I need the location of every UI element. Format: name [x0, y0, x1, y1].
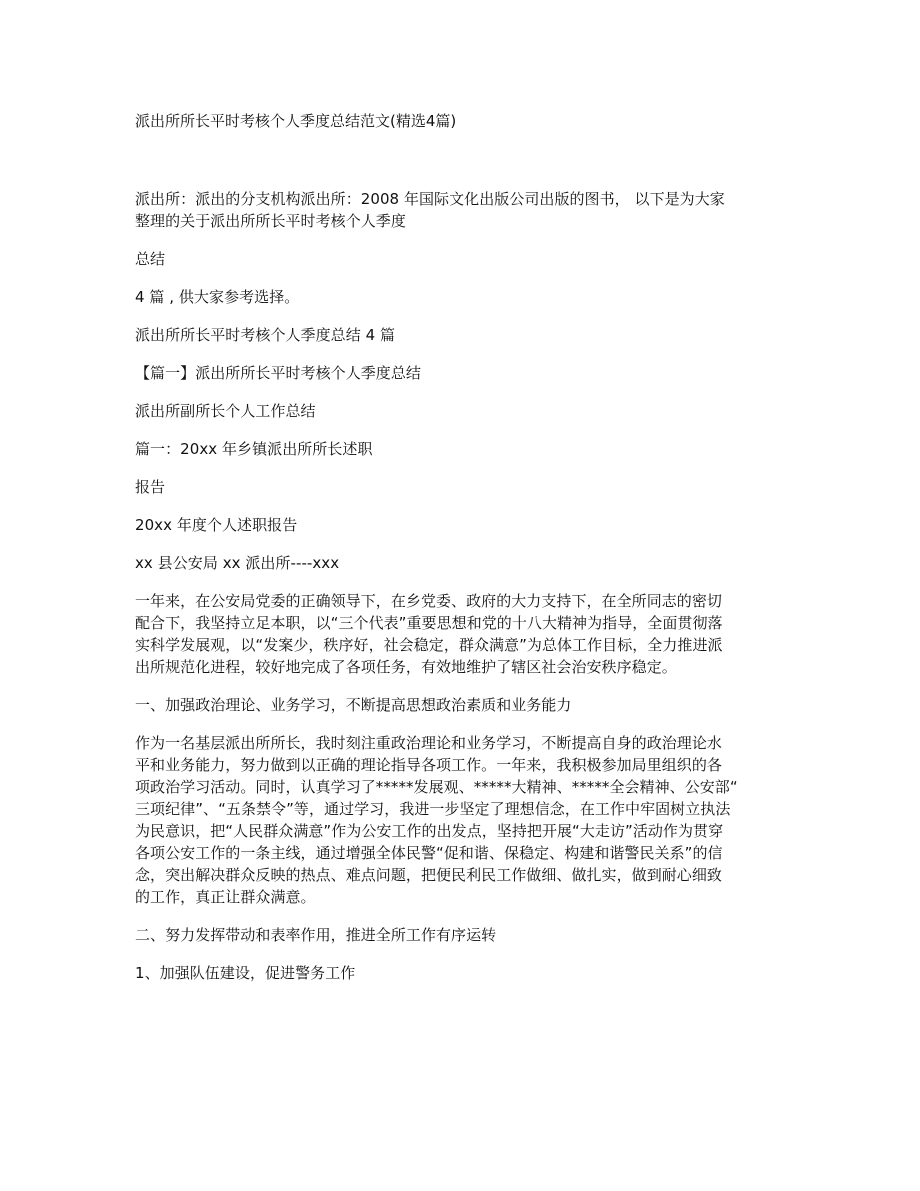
paragraph-team-building: 1、加强队伍建设，促进警务工作: [135, 964, 356, 982]
document-title: 派出所所长平时考核个人季度总结范文(精选4篇): [135, 112, 457, 130]
paragraph-political-study: 作为一名基层派出所所长，我时刻注重政治理论和业务学习，不断提高自身的政治理论水 平和业务能力，努力做到以正确的理论指导各项工作。一年来，我积极参加局里组织的各 项政治学习活动。同时，认真学习了*****发展观、*****大精神、*****全会精神、公安部“ 三项纪律”、“五条禁令”等，通过学习，我进一步坚定了理想信念，在工作中牢固树立执法 为民意识，把“人民群众满意”作为公安工作的出发点，坚持把开展“大走访”活动作为贯穿 各项公安工作的一条主线，通过增强全体民警“促和谐、保稳定、构建和谐警民关系”的信 念，突出解决群众反映的热点、难点问题，把便民利民工作做细、做扎实，做到耐心细致 的工作，真正让群众满意。: [135, 734, 738, 906]
paragraph-heading-four: 派出所所长平时考核个人季度总结 4 篇: [135, 326, 396, 344]
paragraph-heading-political: 一、加强政治理论、业务学习，不断提高思想政治素质和业务能力: [135, 696, 572, 714]
document-body: [135, 112, 785, 1000]
paragraph-summary-word: 总结: [135, 250, 166, 268]
paragraph-overview: 一年来，在公安局党委的正确领导下，在乡党委、政府的大力支持下，在全所同志的密切 配合下，我坚持立足本职，以“三个代表”重要思想和党的十八大精神为指导，全面贯彻落 实科学发展观，以“发案少，秩序好，社会稳定，群众满意”为总体工作目标，全力推进派 出所规范化进程，较好地完成了各项任务，有效地维护了辖区社会治安秩序稳定。: [135, 592, 723, 676]
paragraph-section-one: 【篇一】派出所所长平时考核个人季度总结: [135, 364, 421, 382]
paragraph-report: 报告: [135, 478, 166, 496]
paragraph-heading-leadership: 二、努力发挥带动和表率作用，推进全所工作有序运转: [135, 926, 497, 944]
paragraph-author: xx 县公安局 xx 派出所----xxx: [135, 554, 340, 572]
paragraph-intro: 派出所：派出的分支机构派出所：2008 年国际文化出版公司出版的图书， 以下是为大家 整理的关于派出所所长平时考核个人季度: [135, 190, 725, 230]
paragraph-annual-report: 20xx 年度个人述职报告: [135, 516, 298, 534]
paragraph-deputy-summary: 派出所副所长个人工作总结: [135, 402, 316, 420]
paragraph-article-one: 篇一：20xx 年乡镇派出所所长述职: [135, 440, 373, 458]
paragraph-reference: 4 篇 , 供大家参考选择。: [135, 288, 300, 306]
